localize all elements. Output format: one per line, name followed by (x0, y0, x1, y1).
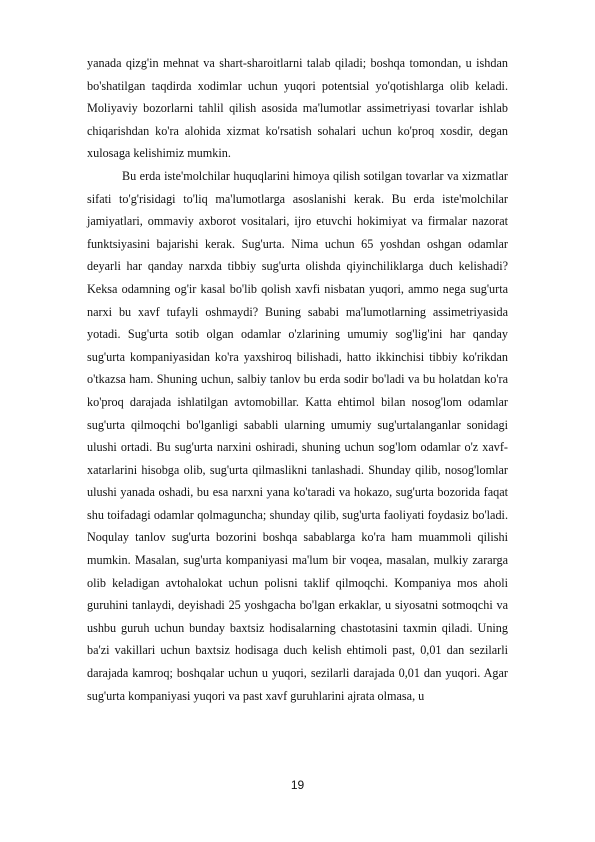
paragraph-continuation: yanada qizg'in mehnat va shart-sharoitlarni talab qiladi; boshqa tomondan, u ishdan bo'shatilgan taqdirda xodimlar uchun yuqori potentsial yo'qotishlarga olib keladi. Moliyaviy bozorlarni tahlil qilish asosida ma'lumotlar assimetriyasi tovarlar ishlab chiqarishdan ko'ra alohida xizmat ko'rsatish sohalari uchun ko'proq xosdir, degan xulosaga kelishimiz mumkin. (87, 56, 508, 161)
page-number: 19 (290, 778, 305, 792)
paragraph-insurance: Bu erda iste'molchilar huquqlarini himoya qilish sotilgan tovarlar va xizmatlar sifati to'g'risidagi to'liq ma'lumotlarga asoslanishi kerak. Bu erda iste'molchilar jamiyatlari, ommaviy axborot vositalari, ijro etuvchi hokimiyat va firmalar nazorat funktsiyasini bajarishi kerak. Sug'urta. Nima uchun 65 yoshdan oshgan odamlar deyarli har qanday narxda tibbiy sug'urta olishda qiyinchiliklarga duch kelishadi? Keksa odamning og'ir kasal bo'lib qolish xavfi nisbatan yuqori, ammo nega sug'urta narxi bu xavf tufayli oshmaydi? Buning sababi ma'lumotlarning assimetriyasida yotadi. Sug'urta sotib olgan odamlar o'zlarining umumiy sog'lig'ini har qanday sug'urta kompaniyasidan ko'ra yaxshiroq bilishadi, hatto ikkinchisi tibbiy ko'rikdan o'tkazsa ham. Shuning uchun, salbiy tanlov bu erda sodir bo'ladi va bu holatdan ko'ra ko'proq darajada ishlatilgan avtomobillar. Katta ehtimol bilan nosog'lom odamlar sug'urta qilmoqchi bo'lganligi sababli ularning umumiy sug'urtalanganlar sonidagi ulushi ortadi. Bu sug'urta narxini oshiradi, shuning uchun sog'lom odamlar o'z xavf-xatarlarini hisobga olib, sug'urta qilmaslikni tanlashadi. Shunday qilib, nosog'lomlar ulushi yanada oshadi, bu esa narxni yana ko'taradi va hokazo, sug'urta bozorida faqat shu toifadagi odamlar qolmaguncha; shunday qilib, sug'urta faoliyati foydasiz bo'ladi. Noqulay tanlov sug'urta bozorini boshqa sabablarga ko'ra ham muammoli qilishi mumkin. Masalan, sug'urta kompaniyasi ma'lum bir voqea, masalan, mulkiy zararga olib keladigan avtohalokat uchun polisni taklif qilmoqchi. Kompaniya mos aholi guruhini tanlaydi, deyishadi 25 yoshgacha bo'lgan erkaklar, u siyosatni sotmoqchi va ushbu guruh uchun bunday baxtsiz hodisalarning chastotasini taxmin qiladi. Uning ba'zi vakillari uchun baxtsiz hodisaga duch kelish ehtimoli past, 0,01 dan sezilarli darajada kamroq; boshqalar uchun u yuqori, sezilarli darajada 0,01 dan yuqori. Agar sug'urta kompaniyasi yuqori va past xavf guruhlarini ajrata olmasa, u (87, 168, 508, 703)
body-text (87, 52, 508, 707)
